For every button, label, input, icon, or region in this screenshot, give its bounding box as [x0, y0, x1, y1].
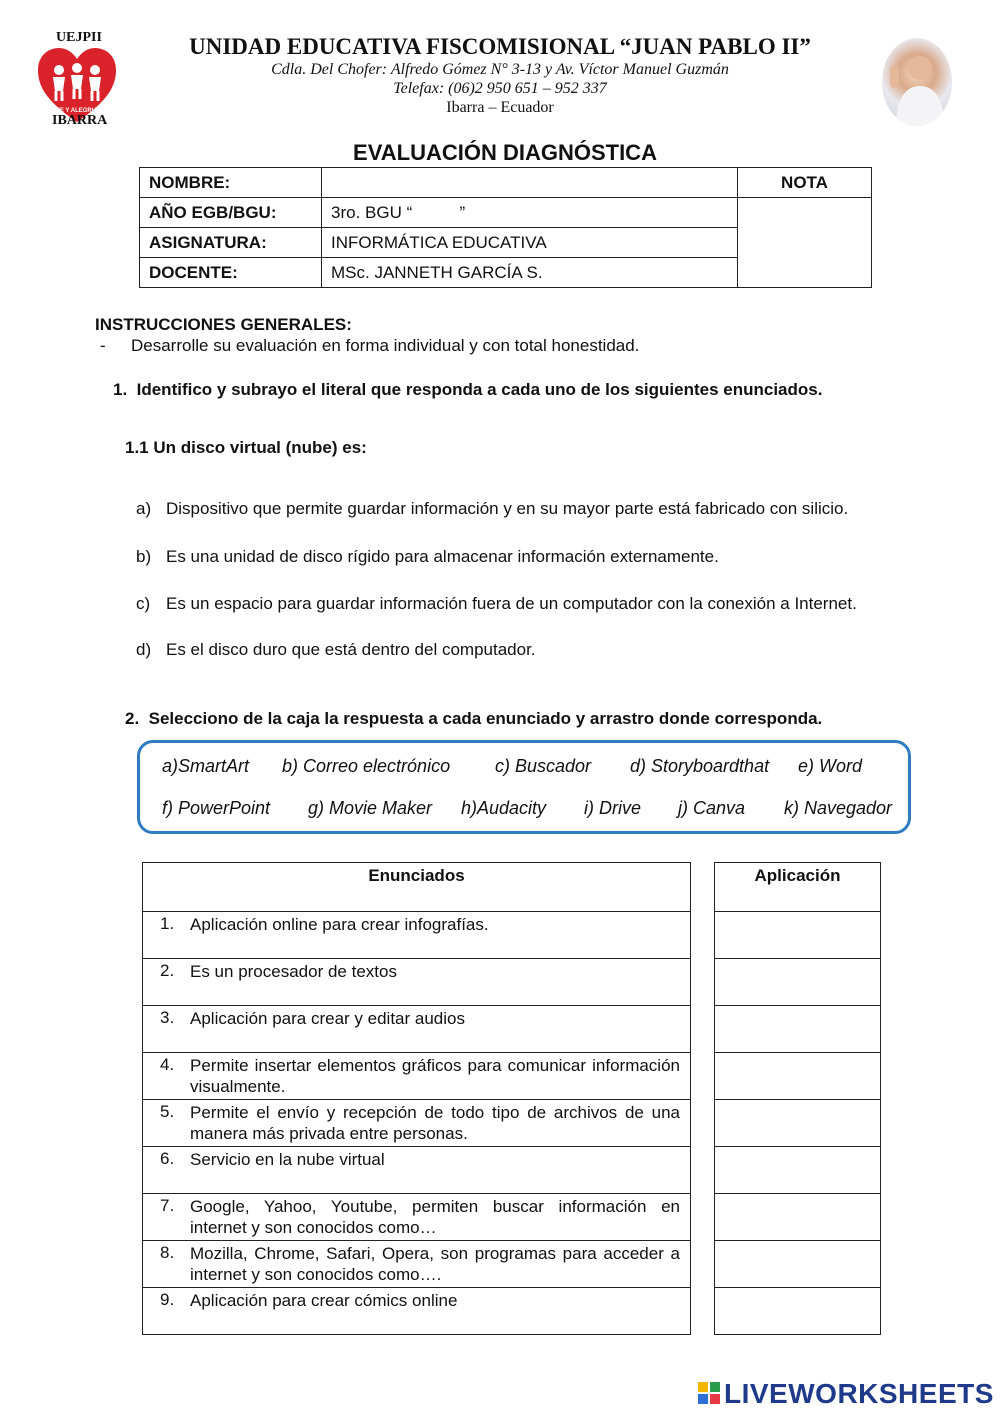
word-navegador[interactable]: k) Navegador: [784, 798, 893, 818]
answer-drop-slot-3[interactable]: [715, 1006, 881, 1053]
school-name: UNIDAD EDUCATIVA FISCOMISIONAL “JUAN PABLO II”: [189, 34, 811, 59]
liveworksheets-logo-icon: [698, 1382, 720, 1404]
answer-drop-slot-6[interactable]: [715, 1147, 881, 1194]
word-buscador[interactable]: c) Buscador: [495, 756, 592, 776]
answer-drop-slot-4[interactable]: [715, 1053, 881, 1100]
word-storyboardthat[interactable]: d) Storyboardthat: [630, 756, 770, 776]
statement-row: 8. Mozilla, Chrome, Safari, Opera, son programas para acceder a internet y son conocidos como….: [143, 1241, 691, 1288]
instructions-item: - Desarrolle su evaluación en forma individual y con total honestidad.: [100, 336, 640, 355]
word-drive[interactable]: i) Drive: [584, 798, 641, 818]
application-header: Aplicación: [715, 863, 881, 912]
nota-field[interactable]: [738, 198, 872, 288]
question-1-text: 1. Identifico y subrayo el literal que responda a cada uno de los siguientes enunciados.: [113, 380, 823, 399]
teacher-label: DOCENTE:: [140, 258, 322, 288]
word-bank-box: [137, 740, 911, 834]
statement-row: 2. Es un procesador de textos: [143, 959, 691, 1006]
statements-table: [142, 862, 691, 1335]
school-phone: Telefax: (06)2 950 651 – 952 337: [393, 80, 607, 97]
word-audacity[interactable]: h)Audacity: [461, 798, 547, 818]
subject-value: INFORMÁTICA EDUCATIVA: [322, 228, 738, 258]
evaluation-title: EVALUACIÓN DIAGNÓSTICA: [353, 140, 657, 165]
teacher-value: MSc. JANNETH GARCÍA S.: [322, 258, 738, 288]
answer-drop-slot-8[interactable]: [715, 1241, 881, 1288]
statement-row: 3. Aplicación para crear y editar audios: [143, 1006, 691, 1053]
statement-row: 4. Permite insertar elementos gráficos para comunicar información visualmente.: [143, 1053, 691, 1100]
question-2-text: 2. Selecciono de la caja la respuesta a cada enunciado y arrastro donde corresponda.: [125, 709, 823, 728]
liveworksheets-brand: LIVEWORKSHEETS: [724, 1378, 994, 1409]
option-c[interactable]: c) Es un espacio para guardar información fuera de un computador con la conexión a Internet.: [136, 594, 857, 613]
statements-header: Enunciados: [143, 863, 691, 912]
answer-drop-slot-7[interactable]: [715, 1194, 881, 1241]
answer-drop-slot-9[interactable]: [715, 1288, 881, 1335]
student-info-table: [139, 167, 872, 288]
logo-bottom-text: IBARRA: [52, 113, 108, 128]
name-field[interactable]: [322, 168, 738, 198]
statement-row: 6. Servicio en la nube virtual: [143, 1147, 691, 1194]
name-label: NOMBRE:: [140, 168, 322, 198]
statement-row: 1. Aplicación online para crear infografías.: [143, 912, 691, 959]
statement-row: 9. Aplicación para crear cómics online: [143, 1288, 691, 1335]
word-canva[interactable]: j) Canva: [678, 798, 746, 818]
word-movie-maker[interactable]: g) Movie Maker: [308, 798, 433, 818]
dash-bullet-icon: -: [100, 336, 106, 355]
school-city: Ibarra – Ecuador: [446, 99, 554, 116]
school-address: Cdla. Del Chofer: Alfredo Gómez N° 3-13 y Av. Víctor Manuel Guzmán: [271, 61, 729, 78]
option-d[interactable]: d) Es el disco duro que está dentro del computador.: [136, 640, 536, 659]
word-word[interactable]: e) Word: [798, 756, 863, 776]
word-correo[interactable]: b) Correo electrónico: [282, 756, 451, 776]
option-a[interactable]: a) Dispositivo que permite guardar información y en su mayor parte está fabricado con silicio.: [136, 499, 849, 518]
option-b[interactable]: b) Es una unidad de disco rígido para almacenar información externamente.: [136, 547, 719, 566]
answer-drop-slot-1[interactable]: [715, 912, 881, 959]
answer-drop-slot-2[interactable]: [715, 959, 881, 1006]
year-value: 3ro. BGU “ ”: [322, 198, 738, 228]
question-1-sub: 1.1 Un disco virtual (nube) es:: [125, 438, 367, 457]
statement-row: 7. Google, Yahoo, Youtube, permiten buscar información en internet y son conocidos como…: [143, 1194, 691, 1241]
instructions-heading: INSTRUCCIONES GENERALES:: [95, 315, 352, 334]
word-powerpoint[interactable]: f) PowerPoint: [162, 798, 271, 818]
nota-label: NOTA: [738, 168, 872, 198]
answer-drop-slot-5[interactable]: [715, 1100, 881, 1147]
word-smartart[interactable]: a)SmartArt: [162, 756, 250, 776]
svg-text:FE Y ALEGRIA: FE Y ALEGRIA: [56, 108, 98, 114]
subject-label: ASIGNATURA:: [140, 228, 322, 258]
statement-row: 5. Permite el envío y recepción de todo tipo de archivos de una manera más privada entre personas.: [143, 1100, 691, 1147]
year-label: AÑO EGB/BGU:: [140, 198, 322, 228]
logo-top-text: UEJPII: [56, 30, 102, 45]
application-table: [714, 862, 881, 1335]
